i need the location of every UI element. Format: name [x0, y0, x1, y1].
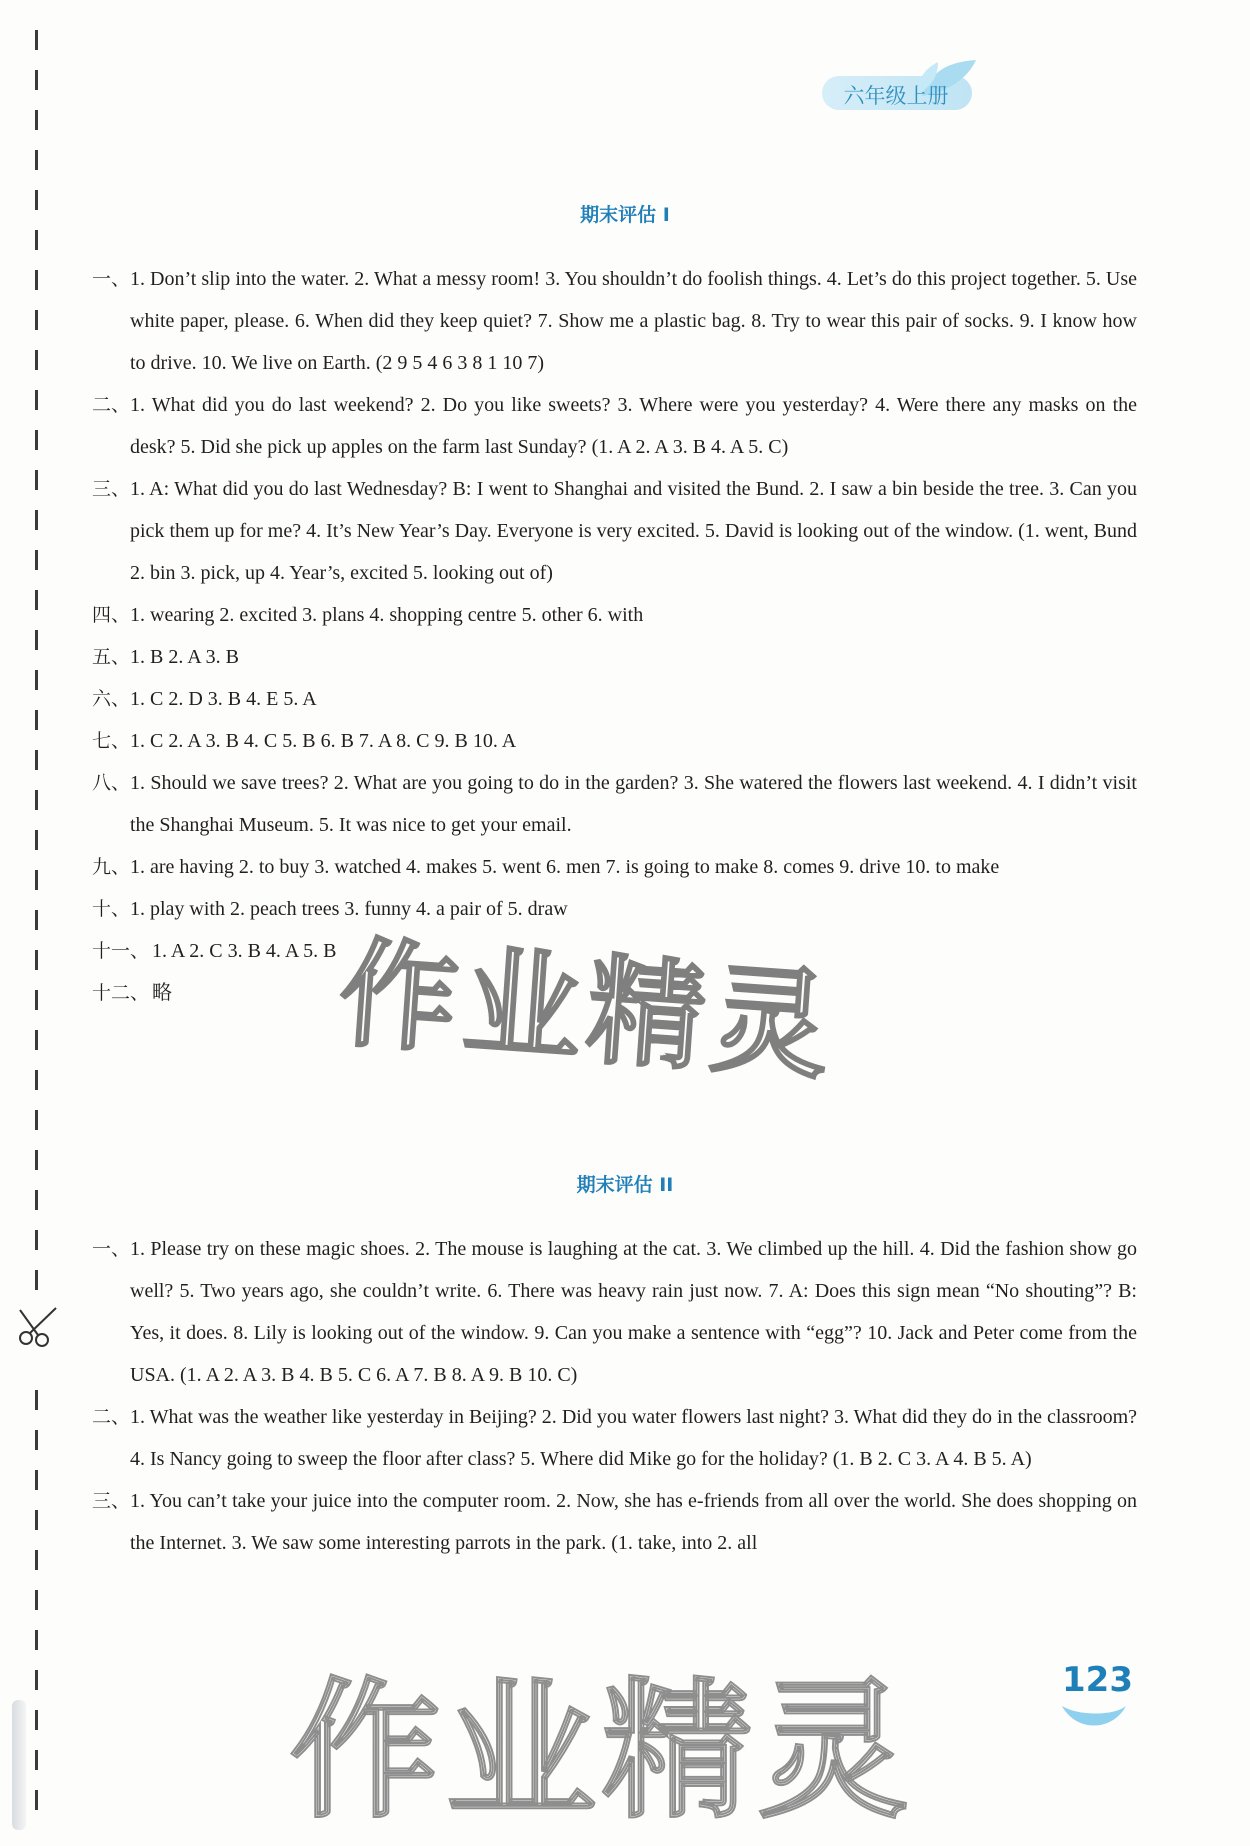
item-number: 八、	[92, 772, 131, 794]
item-number: 一、	[92, 1238, 131, 1260]
answer-item	[92, 1228, 1137, 1396]
item-number: 四、	[92, 604, 131, 626]
watermark-bottom: 作业精灵	[290, 1665, 915, 1839]
item-text: 1. What did you do last weekend? 2. Do you like sweets? 3. Where were you yesterday? 4. Were there any masks on the desk? 5. Did she pick up apples on the farm last Sunday? (1. A 2. A 3. B 4. A 5. C)	[130, 394, 1137, 458]
answer-item	[92, 1480, 1137, 1564]
item-number: 六、	[92, 688, 131, 710]
item-text: 1. A 2. C 3. B 4. A 5. B	[152, 940, 337, 962]
answer-item	[92, 720, 1137, 762]
item-text: 1. You can’t take your juice into the computer room. 2. Now, she has e-friends from all over the world. She does shopping on the Internet. 3. We saw some interesting parrots in the park. (1. take, into 2. all	[130, 1490, 1137, 1554]
item-number: 九、	[92, 856, 131, 878]
item-number: 五、	[92, 646, 131, 668]
answer-item	[92, 846, 1137, 888]
item-text: 1. C 2. A 3. B 4. C 5. B 6. B 7. A 8. C 9. B 10. A	[130, 730, 517, 752]
item-text: 1. Should we save trees? 2. What are you going to do in the garden? 3. She watered the flowers last weekend. 4. I didn’t visit the Shanghai Museum. 5. It was nice to get your email.	[130, 772, 1137, 836]
answer-item	[92, 636, 1137, 678]
scissors-icon	[16, 1302, 64, 1350]
page-edge	[12, 1700, 26, 1830]
section-2-answers	[92, 1228, 1137, 1564]
item-text: 1. C 2. D 3. B 4. E 5. A	[130, 688, 317, 710]
answer-item	[92, 1396, 1137, 1480]
section-1-answers	[92, 258, 1137, 1014]
item-number: 三、	[92, 478, 131, 500]
item-text: 1. Please try on these magic shoes. 2. The mouse is laughing at the cat. 3. We climbed up the hill. 4. Did the fashion show go well? 5. Two years ago, she couldn’t write. 6. There was heavy rain just now. 7. A: Does this sign mean “No shouting”? B: Yes, it does. 8. Lily is looking out of the window. 9. Can you make a sentence with “egg”? 10. Jack and Peter come from the USA. (1. A 2. A 3. B 4. B 5. C 6. A 7. B 8. A 9. B 10. C)	[130, 1238, 1137, 1386]
answer-item	[92, 594, 1137, 636]
answer-item	[92, 762, 1137, 846]
page-number: 123	[1062, 1660, 1133, 1700]
item-text: 1. What was the weather like yesterday in Beijing? 2. Did you water flowers last night? 3. What did they do in the classroom? 4. Is Nancy going to sweep the floor after class? 5. Where did Mike go for the holiday? (1. B 2. C 3. A 4. B 5. A)	[130, 1406, 1137, 1470]
item-number: 二、	[92, 1406, 131, 1428]
item-text: 1. play with 2. peach trees 3. funny 4. a pair of 5. draw	[130, 898, 568, 920]
item-number: 十、	[92, 898, 131, 920]
watermark-top: 作业精灵	[335, 923, 840, 1097]
item-number: 十一、	[92, 940, 150, 962]
section-title-1: 期末评估 I	[580, 204, 670, 226]
page-leaf-icon	[1058, 1702, 1130, 1736]
answer-item	[92, 678, 1137, 720]
answer-item	[92, 468, 1137, 594]
answer-item	[92, 384, 1137, 468]
grade-tag-text: 六年级上册	[843, 84, 949, 108]
item-text: 略	[152, 982, 172, 1004]
item-number: 三、	[92, 1490, 131, 1512]
item-text: 1. Don’t slip into the water. 2. What a messy room! 3. You shouldn’t do foolish things. 4. Let’s do this project together. 5. Use white paper, please. 6. When did they keep quiet? 7. Show me a plastic bag. 8. Try to wear this pair of socks. 9. I know how to drive. 10. We live on Earth. (2 9 5 4 6 3 8 1 10 7)	[130, 268, 1137, 374]
item-number: 十二、	[92, 982, 150, 1004]
section-title-2: 期末评估 II	[576, 1174, 674, 1196]
item-number: 一、	[92, 268, 131, 290]
item-number: 二、	[92, 394, 131, 416]
item-text: 1. A: What did you do last Wednesday? B: I went to Shanghai and visited the Bund. 2. I saw a bin beside the tree. 3. Can you pick them up for me? 4. It’s New Year’s Day. Everyone is very excited. 5. David is looking out of the window. (1. went, Bund 2. bin 3. pick, up 4. Year’s, excited 5. looking out of)	[130, 478, 1137, 584]
item-text: 1. B 2. A 3. B	[130, 646, 239, 668]
item-number: 七、	[92, 730, 131, 752]
item-text: 1. are having 2. to buy 3. watched 4. makes 5. went 6. men 7. is going to make 8. comes 9. drive 10. to make	[130, 856, 1000, 878]
item-text: 1. wearing 2. excited 3. plans 4. shopping centre 5. other 6. with	[130, 604, 644, 626]
cut-line	[34, 30, 40, 1820]
grade-tag	[812, 58, 980, 112]
answer-item	[92, 258, 1137, 384]
